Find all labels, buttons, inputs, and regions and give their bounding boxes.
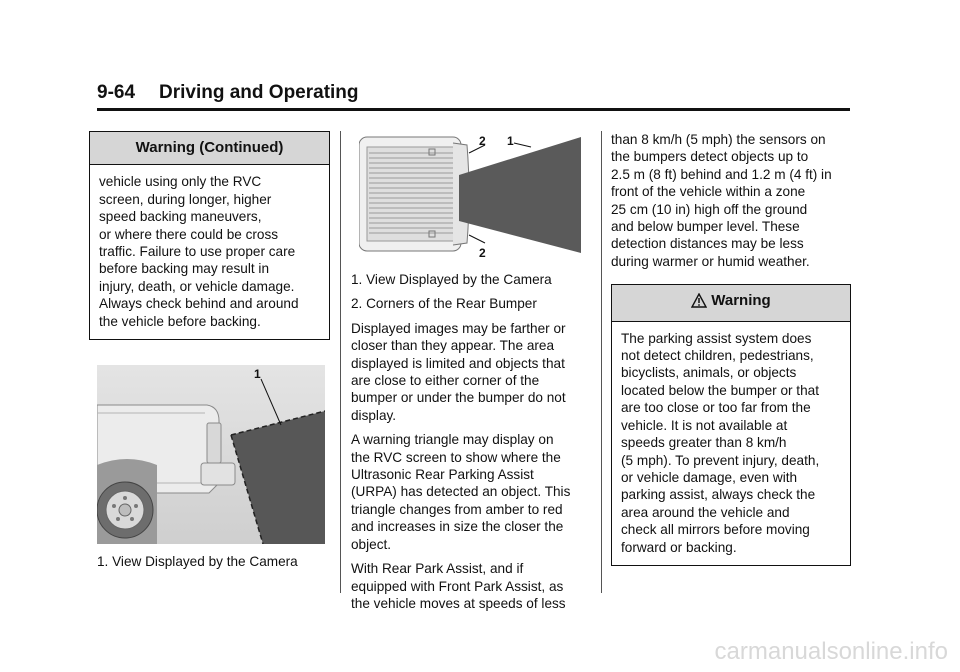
paragraph [351,320,591,424]
text-line: equipped with Front Park Assist, as [351,578,564,594]
text-line: detection distances may be less [611,236,804,252]
warning-line: parking assist, always check the [621,487,816,503]
text-line: closer than they appear. The area [351,338,555,354]
text-line: 25 cm (10 in) high off the ground [611,201,808,217]
rear-bumper [201,463,235,485]
column-1 [89,131,330,340]
warning-line: are too close or too far from the [621,400,811,416]
callout-1-top: 1 [507,134,514,148]
watermark: carmanualsonline.info [714,638,948,665]
column-3 [611,131,851,566]
warning-line: speeds greater than 8 km/h [621,435,787,451]
text-line: A warning triangle may display on [351,432,554,448]
warning-line: or where there could be cross [99,226,279,242]
figure2-caption-2: 2. Corners of the Rear Bumper [351,296,537,312]
warning-triangle-icon [691,293,707,312]
text-line: front of the vehicle within a zone [611,184,806,200]
column-separator [340,131,341,593]
page-number: 9-64 [97,82,136,103]
warning-line: The parking assist system does [621,330,812,346]
figure-top-view [359,131,583,262]
warning-line: (5 mph). To prevent injury, death, [621,452,820,468]
figure-side-view [97,365,325,544]
warning-line: Always check behind and around [99,296,299,312]
text-line: (URPA) has detected an object. This [351,484,571,500]
text-line: the bumpers detect objects up to [611,149,809,165]
text-line: triangle changes from amber to red [351,501,563,517]
text-line: the RVC screen to show where the [351,449,561,465]
text-line: bumper or under the bumper do not [351,390,566,406]
paragraph [351,560,591,612]
warning-box-body [612,322,850,565]
warning-line: screen, during longer, higher [99,191,272,207]
side-view-illustration [97,365,325,544]
text-line: the vehicle moves at speeds of less [351,595,566,611]
warning-line: speed backing maneuvers, [99,209,262,225]
warning-line: or vehicle damage, even with [621,469,798,485]
top-view-illustration [359,131,583,262]
figure2-caption-1: 1. View Displayed by the Camera [351,272,552,287]
column-separator [601,131,602,593]
warning-line: the vehicle before backing. [99,313,261,329]
warning-line: located below the bumper or that [621,382,819,398]
text-line: during warmer or humid weather. [611,253,810,269]
warning-box [611,284,851,566]
text-line: and increases in size the closer the [351,519,564,535]
warning-continued-body [90,165,329,339]
text-line: display. [351,407,397,423]
text-line: displayed is limited and objects that [351,355,565,371]
page-header [97,80,850,111]
warning-line: not detect children, pedestrians, [621,348,814,364]
text-line: 2.5 m (8 ft) behind and 1.2 m (4 ft) in [611,166,832,182]
callout-2-top: 2 [479,134,486,148]
warning-continued-title: Warning (Continued) [90,132,329,165]
warning-continued-box [89,131,330,340]
warning-line: before backing may result in [99,261,270,277]
text-line: are close to either corner of the [351,373,540,389]
paragraph [351,431,591,553]
paragraph [611,131,851,270]
warning-line: check all mirrors before moving [621,522,810,538]
section-title: Driving and Operating [159,82,359,103]
warning-line: area around the vehicle and [621,504,790,520]
text-line: With Rear Park Assist, and if [351,561,524,577]
text-line: Ultrasonic Rear Parking Assist [351,467,534,483]
warning-line: injury, death, or vehicle damage. [99,278,295,294]
text-line: than 8 km/h (5 mph) the sensors on [611,132,826,147]
warning-line: traffic. Failure to use proper care [99,244,296,260]
figure1-caption: 1. View Displayed by the Camera [97,554,298,569]
callout-2-bottom: 2 [479,246,486,260]
callout-1: 1 [254,367,261,381]
text-line: and below bumper level. These [611,219,800,235]
column-2 [351,271,591,619]
warning-box-title: Warning [711,292,771,310]
text-line: Displayed images may be farther or [351,320,566,336]
camera-view-area [459,137,581,253]
warning-line: forward or backing. [621,539,737,555]
warning-box-header [612,285,850,321]
text-line: object. [351,536,392,552]
tail-light [207,423,221,463]
warning-line: vehicle using only the RVC [99,174,262,190]
warning-line: vehicle. It is not available at [621,417,788,433]
warning-line: bicyclists, animals, or objects [621,365,797,381]
